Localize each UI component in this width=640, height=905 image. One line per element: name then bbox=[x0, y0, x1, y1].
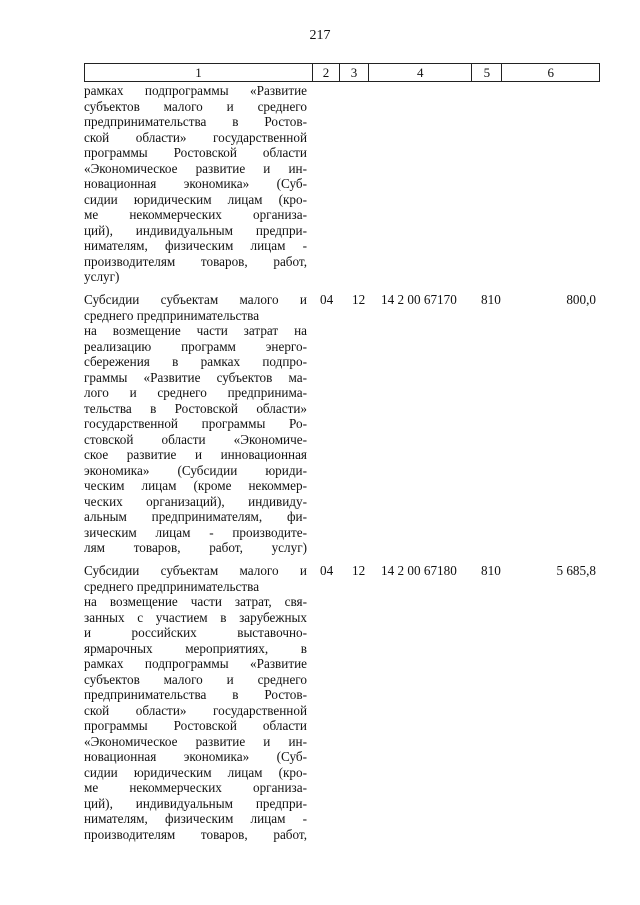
description-line: производителям товаров, работ, bbox=[84, 253, 307, 269]
description-line: граммы «Развитие субъектов ма- bbox=[84, 369, 307, 385]
subsection-code: 12 bbox=[352, 563, 366, 578]
page-number: 217 bbox=[309, 28, 331, 43]
header-col-3: 3 bbox=[340, 64, 369, 81]
description-line: новационная экономика» (Суб- bbox=[84, 749, 307, 764]
description-line: ческих организаций), индивиду- bbox=[84, 493, 307, 509]
description-line: услуг) bbox=[84, 269, 120, 284]
description-line: стовской области «Экономиче- bbox=[84, 431, 307, 447]
description-line: рамках подпрограммы «Развитие bbox=[84, 83, 307, 98]
description-line: на возмещение части затрат на bbox=[84, 323, 307, 338]
description-line: программы Ростовской области bbox=[84, 145, 307, 160]
description-line: Субсидии субъектам малого и bbox=[84, 292, 307, 307]
description-line: ций), индивидуальным предпри- bbox=[84, 222, 307, 238]
amount: 800,0 bbox=[566, 292, 596, 307]
description-line: нимателям, физическим лицам - bbox=[84, 238, 307, 253]
description-line: и российских выставочно- bbox=[84, 625, 307, 640]
description-line: занных с участием в зарубежных bbox=[84, 609, 307, 625]
description-line: предпринимательства в Ростов- bbox=[84, 687, 307, 702]
amount: 5 685,8 bbox=[556, 563, 596, 578]
description-line: новационная экономика» (Суб- bbox=[84, 176, 307, 191]
row-description bbox=[84, 83, 307, 285]
header-col-2: 2 bbox=[313, 64, 340, 81]
description-line: среднего предпринимательства bbox=[84, 578, 260, 594]
expense-type-code: 810 bbox=[481, 292, 501, 307]
description-line: нимателям, физическим лицам - bbox=[84, 811, 307, 826]
expense-type-code: 810 bbox=[481, 563, 501, 578]
description-line: программы Ростовской области bbox=[84, 718, 307, 733]
description-line: субъектов малого и среднего bbox=[84, 671, 307, 687]
description-line: сбережения в рамках подпро- bbox=[84, 354, 307, 369]
description-line: среднего предпринимательства bbox=[84, 307, 260, 323]
description-line: ярмарочных мероприятиях, в bbox=[84, 640, 307, 656]
description-line: альным предпринимателям, фи- bbox=[84, 509, 307, 524]
target-article-code: 14 2 00 67170 bbox=[381, 292, 457, 307]
row-description bbox=[84, 563, 307, 842]
description-line: производителям товаров, работ, bbox=[84, 826, 307, 842]
description-line: «Экономическое развитие и ин- bbox=[84, 733, 307, 749]
target-article-code: 14 2 00 67180 bbox=[381, 563, 457, 578]
description-line: государственной программы Ро- bbox=[84, 416, 307, 431]
description-line: ское развитие и инновационная bbox=[84, 447, 307, 462]
description-line: сидии юридическим лицам (кро- bbox=[84, 191, 307, 207]
description-line: ской области» государственной bbox=[84, 702, 307, 718]
description-line: сидии юридическим лицам (кро- bbox=[84, 764, 307, 780]
description-line: предпринимательства в Ростов- bbox=[84, 114, 307, 129]
subsection-code: 12 bbox=[352, 292, 366, 307]
description-line: зическим лицам - производите- bbox=[84, 524, 307, 540]
row-description bbox=[84, 292, 307, 556]
description-line: на возмещение части затрат, свя- bbox=[84, 594, 307, 609]
description-line: «Экономическое развитие и ин- bbox=[84, 160, 307, 176]
header-col-5: 5 bbox=[472, 64, 502, 81]
description-line: тельства в Ростовской области» bbox=[84, 400, 307, 416]
header-col-1: 1 bbox=[85, 64, 313, 81]
table-header bbox=[84, 63, 600, 82]
description-line: ций), индивидуальным предпри- bbox=[84, 795, 307, 811]
section-code: 04 bbox=[320, 292, 334, 307]
description-line: Субсидии субъектам малого и bbox=[84, 563, 307, 578]
description-line: лого и среднего предпринима- bbox=[84, 385, 307, 400]
section-code: 04 bbox=[320, 563, 334, 578]
description-line: ме некоммерческих организа- bbox=[84, 780, 307, 795]
header-col-4: 4 bbox=[369, 64, 473, 81]
header-col-6: 6 bbox=[547, 65, 554, 80]
description-line: субъектов малого и среднего bbox=[84, 98, 307, 114]
description-line: ческим лицам (кроме некоммер- bbox=[84, 478, 307, 493]
description-line: лям товаров, работ, услуг) bbox=[84, 540, 307, 555]
description-line: рамках подпрограммы «Развитие bbox=[84, 656, 307, 671]
description-line: ской области» государственной bbox=[84, 129, 307, 145]
description-line: экономика» (Субсидии юриди- bbox=[84, 462, 307, 478]
description-line: ме некоммерческих организа- bbox=[84, 207, 307, 222]
description-line: реализацию программ энерго- bbox=[84, 338, 307, 354]
